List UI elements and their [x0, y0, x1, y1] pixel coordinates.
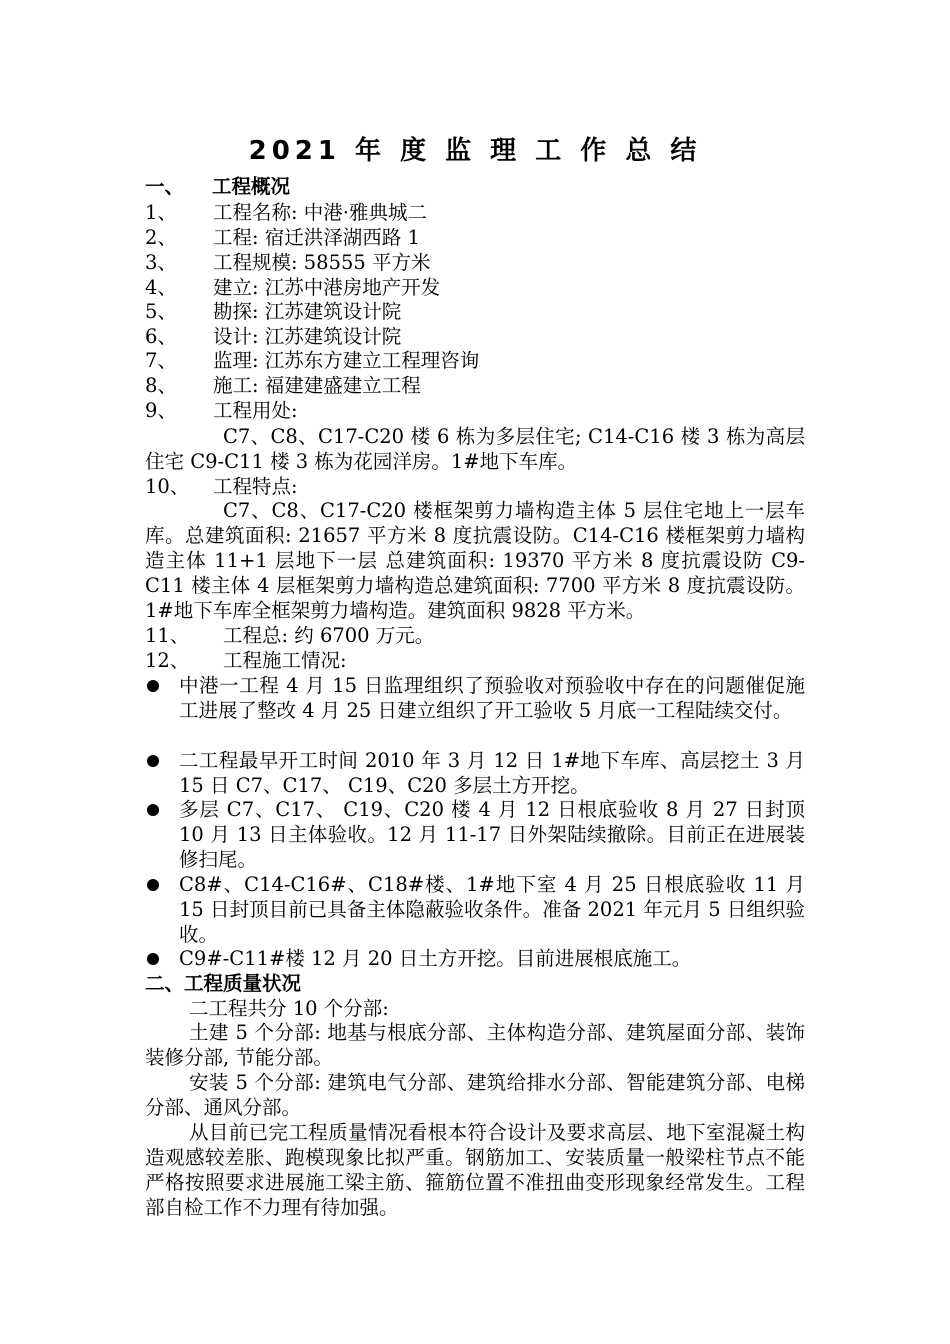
- list-item: [145, 324, 805, 349]
- item-number: 10、: [145, 475, 190, 498]
- bullet-icon: [147, 755, 159, 767]
- bullet-text: 二工程最早开工时间 2010 年 3 月 12 日 1#地下车库、高层挖土 3 月 15 日 C7、C17、 C19、C20 多层土方开挖。: [179, 749, 805, 797]
- item-text: 施工: 福建建盛建立工程: [213, 374, 421, 397]
- bullet-item: [145, 797, 805, 872]
- section-2-paragraph: 二工程共分 10 个分部:: [189, 997, 389, 1020]
- list-item: [145, 373, 805, 398]
- item-number: 12、: [145, 649, 190, 672]
- item-text: 工程特点:: [213, 475, 298, 498]
- list-item: [145, 348, 805, 373]
- document-title: 2021 年 度 监 理 工 作 总 结: [248, 136, 702, 166]
- item-number: 9、: [145, 399, 177, 422]
- list-item: [145, 398, 805, 423]
- item-text: 工程规模: 58555 平方米: [213, 251, 431, 274]
- list-item: [145, 275, 805, 300]
- usage-paragraph: C7、C8、C17-C20 楼 6 栋为多层住宅; C14-C16 楼 3 栋为高层住宅 C9-C11 楼 3 栋为花园洋房。1#地下车库。: [145, 425, 805, 473]
- item-number: 11、: [145, 624, 190, 647]
- list-item: [145, 474, 805, 499]
- item-number: 2、: [145, 226, 177, 249]
- section-2-heading: 二、工程质量状况: [145, 972, 302, 995]
- list-item: [145, 623, 805, 648]
- bullet-item: [145, 946, 805, 971]
- bullet-text: C8#、C14-C16#、C18#楼、1#地下室 4 月 25 日根底验收 11 月 15 日封顶目前已具备主体隐蔽验收条件。准备 2021 年元月 5 日组织验收。: [179, 873, 805, 946]
- item-number: 6、: [145, 325, 177, 348]
- section-2-paragraph: 从目前已完工程质量情况看根本符合设计及要求高层、地下室混凝土构造观感较差胀、跑模现象比拟严重。钢筋加工、安装质量一般梁柱节点不能严格按照要求进展施工梁主筋、箍筋位置不准扭曲变形现象经常发生。工程部自检工作不力理有待加强。: [145, 1121, 805, 1219]
- section-1-heading: [145, 174, 805, 199]
- list-item: [145, 250, 805, 275]
- list-item: [145, 225, 805, 250]
- item-number: 4、: [145, 276, 177, 299]
- list-item: [145, 200, 805, 225]
- bullet-icon: [147, 804, 159, 816]
- item-text: 工程总: 约 6700 万元。: [223, 624, 435, 647]
- section-2-paragraph: 土建 5 个分部: 地基与根底分部、主体构造分部、建筑屋面分部、装饰装修分部, 节能分部。: [145, 1021, 805, 1069]
- bullet-item: [145, 673, 805, 723]
- section-2-paragraph: 安装 5 个分部: 建筑电气分部、建筑给排水分部、智能建筑分部、电梯分部、通风分部。: [145, 1071, 805, 1119]
- bullet-text: C9#-C11#楼 12 月 20 日土方开挖。目前进展根底施工。: [179, 947, 692, 970]
- item-number: 8、: [145, 374, 177, 397]
- item-number: 1、: [145, 201, 177, 224]
- bullet-text: 中港一工程 4 月 15 日监理组织了预验收对预验收中存在的问题催促施工进展了整改 4 月 25 日建立组织了开工验收 5 月底一工程陆续交付。: [179, 674, 805, 722]
- bullet-text: 多层 C7、C17、 C19、C20 楼 4 月 12 日根底验收 8 月 27 日封顶 10 月 13 日主体验收。12 月 11-17 日外架陆续撤除。目前正在进展装修扫尾。: [179, 798, 805, 871]
- list-item: [145, 648, 805, 673]
- item-number: 5、: [145, 300, 177, 323]
- list-item: [145, 299, 805, 324]
- item-number: 7、: [145, 349, 177, 372]
- bullet-icon: [147, 879, 159, 891]
- bullet-icon: [147, 680, 159, 692]
- item-text: 工程施工情况:: [223, 649, 347, 672]
- item-text: 工程名称: 中港·雅典城二: [213, 201, 427, 224]
- item-text: 勘探: 江苏建筑设计院: [213, 300, 402, 323]
- features-paragraph: C7、C8、C17-C20 楼框架剪力墙构造主体 5 层住宅地上一层车库。总建筑面积: 21657 平方米 8 度抗震设防。C14-C16 楼框架剪力墙构造主体 11+1 层地下一层 总建筑面积: 19370 平方米 8 度抗震设防 C9-C11 楼主体 4 层框架剪力墙构造总建筑面积: 7700 平方米 8 度抗震设防。1#地下车库全框架剪力墙构造。建筑面积 9828 平方米。: [145, 499, 805, 622]
- item-text: 建立: 江苏中港房地产开发: [213, 276, 441, 299]
- section-1-title: 工程概况: [212, 175, 291, 198]
- section-1-number: 一、: [145, 175, 185, 198]
- item-number: 3、: [145, 251, 177, 274]
- bullet-item: [145, 748, 805, 798]
- item-text: 工程: 宿迁洪泽湖西路 1: [213, 226, 420, 249]
- bullet-item: [145, 872, 805, 947]
- item-text: 设计: 江苏建筑设计院: [213, 325, 402, 348]
- item-text: 监理: 江苏东方建立工程理咨询: [213, 349, 480, 372]
- item-text: 工程用处:: [213, 399, 298, 422]
- bullet-icon: [147, 953, 159, 965]
